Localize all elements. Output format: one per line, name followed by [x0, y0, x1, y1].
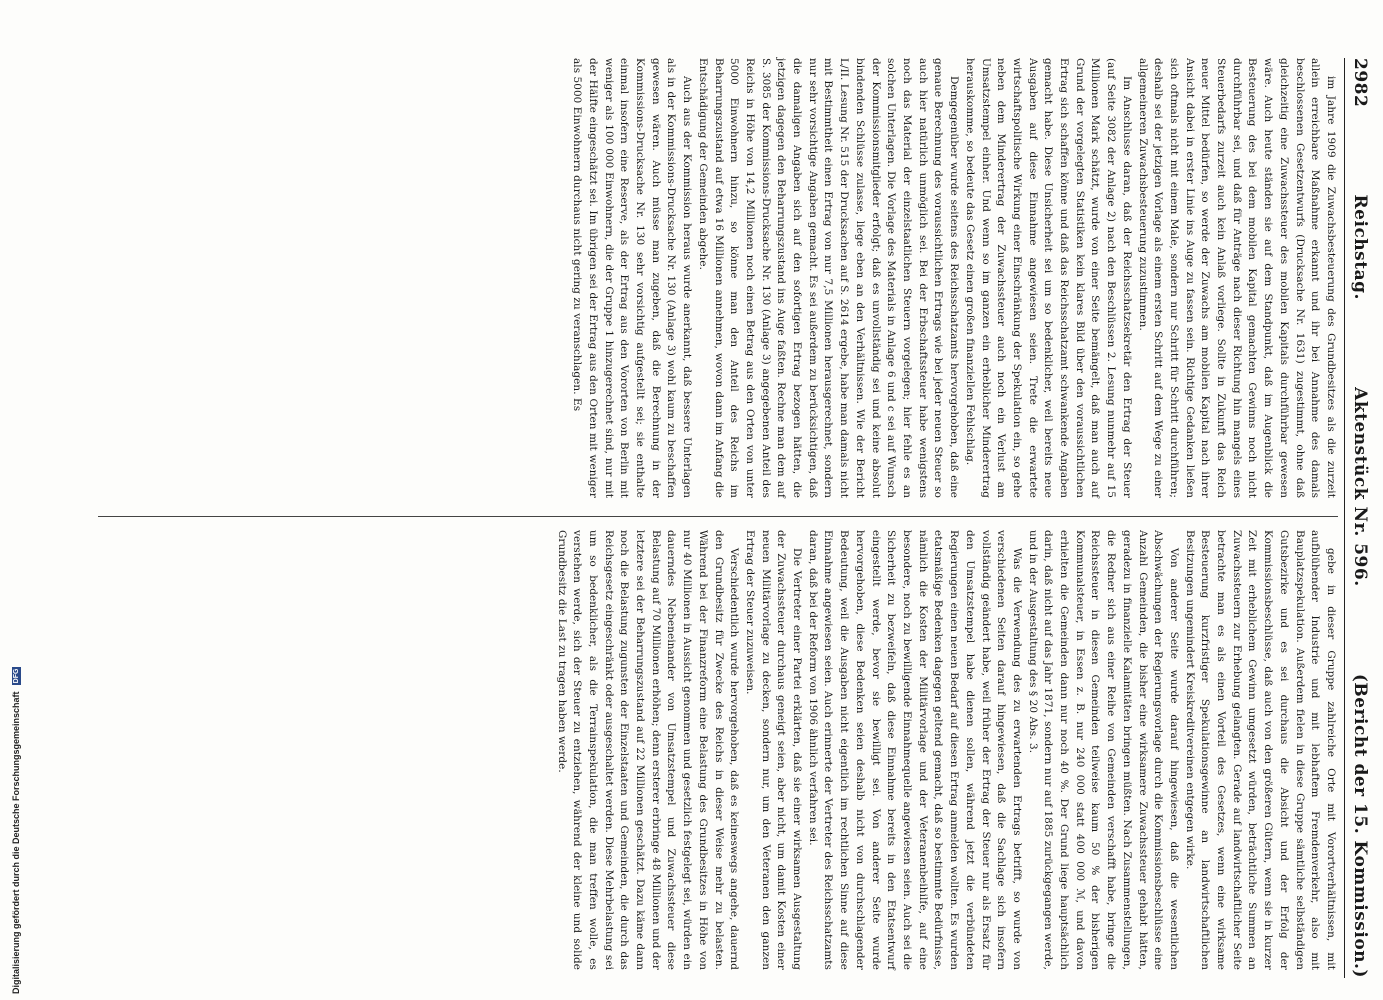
paragraph: Die Vertreter einer Partei erklärten, daß sie einer wirksamen Ausgestaltung der Zuwachssteuer durchaus geneigt seien, aber nicht, um damit Kosten einer neuen Militärvorlage zu decken, sondern nur, um den Veteranen den ganzen Ertrag der Steuer zuzuweisen.	[743, 530, 804, 970]
document-page	[70, 58, 1370, 978]
paragraph: Verschiedentlich wurde hervorgehoben, daß es keineswegs angehe, dauernd den Grundbesitz für Zwecke des Reichs in dieser Weise mehr zu belasten. Während bei der Finanzreform eine Belastung des Grundbesitzes in Höhe von nur 40 Millionen in Aussicht genommen und gesetzlich festgelegt sei, würden ein dauerndes Nebeneinander von Umsatzstempel und Zuwachssteuer diese Belastung auf 70 Millionen erhöhen; denn ersterer erbringe 48 Millionen und der letztere sei der Beharrungszustand auf 22 Millionen geschätzt. Dazu käme dann noch die Belastung zugunsten der Einzelstaaten und Gemeinden, die durch das Reichsgesetz eingeschränkt oder ausgeschaltet werden. Diese Mehrbelastung sei um so bedenklicher, als die Terrainspekulation, die man treffen wolle, es verstehen werde, sich der Steuer zu entziehen, während der kleine und solide Grundbesitz die Last zu tragen haben werde.	[555, 530, 741, 970]
digitization-credit	[0, 0, 22, 1000]
dfg-logo: DFG	[13, 668, 21, 684]
paragraph: Auch aus der Kommission heraus wurde anerkannt, daß bessere Unterlagen als in der Kommissions-Drucksache Nr. 130 (Anlage 3) wohl kaum zu beschaffen gewesen wären. Auch müsse man zugeben, daß die Berechnung in der Kommissions-Drucksache Nr. 130 sehr vorsichtig aufgestellt sei; sie enthalte einmal insofern eine Reserve, als der Ertrag aus den Vororten von Berlin mit weniger als 100 000 Einwohnern, die der Gruppe 1 hinzugerechnet sind, nur mit der Hälfte eingeschätzt sei. Im übrigen sei der Ertrag aus den Orten mit weniger als 5000 Einwohnern durchaus nicht gering zu veranschlagen. Es	[571, 58, 694, 498]
credit-text: Digitalisierung gefördert durch die Deutsche Forschungsgemeinschaft	[11, 691, 21, 994]
right-column	[553, 530, 1338, 970]
paragraph: im Jahre 1909 die Zuwachsbesteuerung des Grundbesitzes als die zurzeit allein erreichbare Maßnahme erkannt und ihr bei Annahme des damals beschlossenen Gesetzentwurfs (Drucksache Nr. 1631) zugestimmt, ohne daß gleichzeitig eine Zuwachssteuer des mobilen Kapitals durchführbar gewesen wäre. Auch heute ständen sie auf dem Standpunkt, daß im Augenblick die Besteuerung des bei dem mobilen Kapital gemachten Gewinns noch nicht durchführbar sei, und daß für Anträge nach dieser Richtung hin mangels eines Steuerbedarfs zurzeit auch kein Anlaß vorliege. Sollte in Zukunft das Reich neuer Mittel bedürfen, so werde der Zuwachs am mobilen Kapital nach ihrer Ansicht dabei in erster Linie ins Auge zu fassen sein. Richtige Gedanken ließen sich oftmals nicht mit einem Male, sondern nur Schritt für Schritt durchführen; deshalb sei der jetzigen Vorlage als einem ersten Schritt auf dem Wege zu einer allgemeineren Zuwachsbesteuerung zuzustimmen.	[1136, 58, 1337, 498]
left-column	[569, 58, 1338, 498]
page-number: 2982	[1350, 58, 1370, 108]
document-number: Aktenstück Nr. 596.	[1350, 387, 1370, 587]
page-header	[1348, 58, 1370, 978]
paragraph: gebe in dieser Gruppe zahlreiche Orte mit Vorortverhältnissen, mit aufblühender Industrie und mit lebhaftem Fremdenverkehr, also mit Bauplatzspekulation. Außerdem fielen in diese Gruppe sämtliche selbständigen Gutsbezirke und es sei durchaus die Absicht und der Erfolg der Kommissionsbeschlüsse, daß auch von den größeren Gütern, wenn sie in kurzer Zeit mit erheblichem Gewinn umgesetzt würden, beträchtliche Summen an Zuwachssteuern zur Erhebung gelangten. Gerade auf landwirtschaftlicher Seite betrachte man es als einen Vorteil des Gesetzes, wenn eine wirksame Besteuerung kurzfristiger Spekulationsgewinne an landwirtschaftlichen Besitzungen ungemindert Kreiskreditvereinen entgegen wirke.	[1183, 530, 1337, 970]
paragraph: Von anderer Seite wurde darauf hingewiesen, daß die wesentlichen Abschwächungen der Regierungsvorlage durch die Kommissionsbeschlüsse eine Anzahl Gemeinden, die bisher eine wirksamere Zuwachssteuer gehabt hätten, geradezu in finanzielle Kalamitäten bringen müßten. Nach Zusammenstellungen, die Redner sich aus einer Reihe von Gemeinden verschafft habe, bringe die Reichssteuer in diesen Gemeinden teilweise kaum 50 % der bisherigen Kommunalsteuer, in Essen z. B. nur 240 000 statt 400 000 ℳ, und davon erhielten die Gemeinden dann nur noch 40 %. Der Grund liege hauptsächlich darin, daß nicht auf das Jahr 1871, sondern nur auf 1885 zurückgegangen werde, und in der Ausgestaltung des § 20 Abs. 3.	[1026, 530, 1180, 970]
section-title: Reichstag.	[1350, 194, 1370, 300]
column-divider	[98, 516, 1338, 517]
report-subtitle: (Bericht der 15. Kommission.)	[1350, 673, 1370, 978]
header-rule	[1344, 58, 1345, 978]
paragraph: Demgegenüber wurde seitens des Reichsschatzamts hervorgehoben, daß eine genaue Berechnung des voraussichtlichen Ertrags wie bei jeder neuen Steuer so auch hier natürlich unmöglich sei. Bei der Erbschaftssteuer habe wenigstens noch das Material der einzelstaatlichen Steuern vorgelegen; hier fehle es an solchen Unterlagen. Die Vorlage des Materials in Anlage 6 und c sei auf Wunsch der Kommissionsmitglieder erfolgt; daß es unvollständig sei und keine absolut bindenden Schlüsse zulasse, liege eben an den Verhältnissen. Wie der Bericht L/II. Lesung Nr. 515 der Drucksachen auf S. 2614 ergebe, habe man damals nicht mit Bestimmtheit einen Ertrag von nur 7,5 Millionen herausgerechnet, sondern nur sehr vorsichtige Angaben gemacht. Es sei außerdem zu berücksichtigen, daß die damaligen Angaben sich auf den sofortigen Ertrag bezogen hätten, die jetzigen dagegen den Beharrungszustand ins Auge faßten. Rechne man dem auf S. 3085 der Kommissions-Drucksache Nr. 130 (Anlage 3) angegebenen Anteil des Reichs in Höhe von 14,2 Millionen noch einen Betrag aus den Orten von unter 5000 Einwohnern hinzu, so könne man den Anteil des Reichs im Beharrungszustand auf etwa 16 Millionen annehmen, wovon dann im Anfang die Entschädigung der Gemeinden abgehe.	[696, 58, 961, 498]
paragraph: Im Anschlusse daran, daß der Reichsschatzsekretär den Ertrag der Steuer (auf Seite 3082 der Anlage 2) nach den Beschlüssen 2. Lesung nunmehr auf 15 Millionen Mark schätzt, wurde von einer Seite bemängelt, daß man auch auf Grund der vorgelegten Statistiken kein klares Bild über den voraussichtlichen Ertrag sich schaffen könne und daß das Reichsschatzamt schwankende Angaben gemacht habe. Diese Unsicherheit sei um so bedenklicher, weil bereits neue Ausgaben auf diese Einnahme angewiesen seien. Trete die erwartete wirtschaftspolitische Wirkung einer Einschränkung der Spekulation ein, so gehe neben dem Minderertrag der Zuwachssteuer auch noch ein Verlust am Umsatzstempel einher. Und wenn so im ganzen ein erheblicher Minderertrag herauskomme, so bedeute das Gesetz einen großen finanziellen Fehlschlag.	[963, 58, 1133, 498]
paragraph: Was die Verwendung des zu erwartenden Ertrags betrifft, so wurde von verschiedenen Seiten darauf hingewiesen, daß die Sachlage sich insofern vollständig geändert habe, weil früher der Ertrag der Steuer nur als Ersatz für den Umsatzstempel habe dienen sollen, während jetzt die verbündeten Regierungen einen neuen Bedarf auf diesen Ertrag anmelden wollten. Es wurden etatsmäßige Bedenken dagegen geltend gemacht, daß so bestimmte Bedürfnisse, nämlich die Kosten der Militärvorlage und der Veteranenbeihilfe, auf eine besondere, noch zu bewilligende Einnahmequelle angewiesen seien. Auch sei die Sicherheit zu bezweifeln, daß diese Einnahme bereits in den Etatsentwurf eingestellt werde, bevor sie bewilligt sei. Von anderer Seite wurde hervorgehoben, diese Bedenken seien deshalb nicht von durchschlagender Bedeutung, weil die Ausgaben nicht eigentlich im rechtlichen Sinne auf diese Einnahme angewiesen seien. Auch erinnerte der Vertreter des Reichsschatzamts daran, daß bei der Reform von 1906 ähnlich verfahren sei.	[806, 530, 1023, 970]
